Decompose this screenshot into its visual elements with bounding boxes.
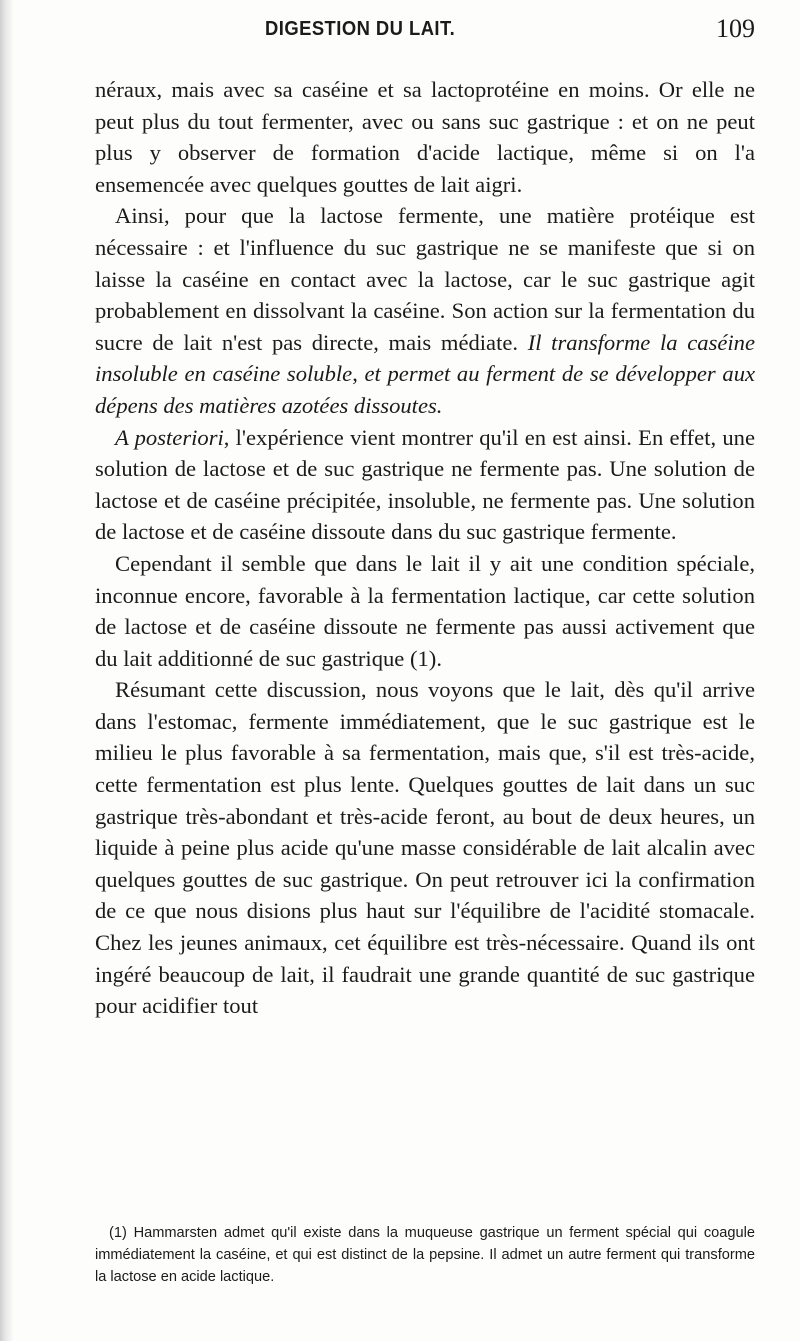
- text-run: Résumant cette discussion, nous voyons que le lait, dès qu'il arrive dans l'estomac, fermente immédiatement, que le suc gastrique est le milieu le plus favorable à sa fermentation, mais que, s'il est très-acide, cette fermentation est plus lente. Quelques gouttes de lait dans un suc gastrique très-abondant et très-acide feront, au bout de deux heures, un liquide à peine plus acide qu'une masse considérable de lait alcalin avec quelques gouttes de suc gastrique. On peut retrouver ici la confirmation de ce que nous disions plus haut sur l'équilibre de l'acidité stomacale. Chez les jeunes animaux, cet équilibre est très-nécessaire. Quand ils ont ingéré beaucoup de lait, il faudrait une grande quantité de suc gastrique pour acidifier tout: [95, 677, 755, 1019]
- italic-text: Il transforme la caséine insoluble en caséine soluble: [95, 329, 755, 387]
- italic-text: A posteriori: [115, 424, 224, 450]
- text-run: ,: [352, 361, 365, 387]
- body-text: [95, 74, 755, 1022]
- italic-text: et permet au ferment de se développer aux dépens des matières azotées dissoutes.: [95, 361, 756, 418]
- page-header: [95, 14, 755, 50]
- footnote: [95, 1222, 755, 1288]
- paragraph: [95, 422, 755, 548]
- paragraph: [95, 74, 755, 200]
- footnote-text: (1) Hammarsten admet qu'il existe dans la muqueuse gastrique un ferment spécial qui coagule immédiatement la caséine, et qui est distinct de la pepsine. Il admet un autre ferment qui transforme la lactose en acide lactique.: [95, 1225, 755, 1285]
- paragraph: [95, 548, 755, 674]
- paragraph: [95, 674, 755, 1022]
- text-run: Cependant il semble que dans le lait il y ait une condition spéciale, inconnue encore, favorable à la fermentation lactique, car cette solution de lactose et de caséine dissoute ne fermente pas aussi activement que du lait additionné de suc gastrique (1).: [95, 550, 755, 671]
- text-run: néraux, mais avec sa caséine et sa lactoprotéine en moins. Or elle ne peut plus du tout fermenter, avec ou sans suc gastrique : et on ne peut plus y observer de formation d'acide lactique, même si on l'a ensemencée avec quelques gouttes de lait aigri.: [95, 77, 755, 197]
- paragraph: [95, 200, 755, 421]
- text-run: Ainsi, pour que la lactose fermente, une matière protéique est nécessaire : et l'influence du suc gastrique ne se manifeste que si on laisse la caséine en contact avec la lactose, car le suc gastrique agit probablement en dissolvant la caséine. Son action sur la fermentation du sucre de lait n'est pas directe, mais médiate.: [95, 203, 755, 355]
- running-head: DIGESTION DU LAIT.: [265, 18, 456, 40]
- page-edge-shadow: [0, 0, 14, 1341]
- text-run: , l'expérience vient montrer qu'il en est ainsi. En effet, une solution de lactose et de suc gastrique ne fermente pas. Une solution de lactose et de caséine précipitée, insoluble, ne fermente pas. Une solution de lactose et de caséine dissoute dans du suc gastrique fermente.: [95, 424, 755, 545]
- page-number: 109: [716, 14, 755, 43]
